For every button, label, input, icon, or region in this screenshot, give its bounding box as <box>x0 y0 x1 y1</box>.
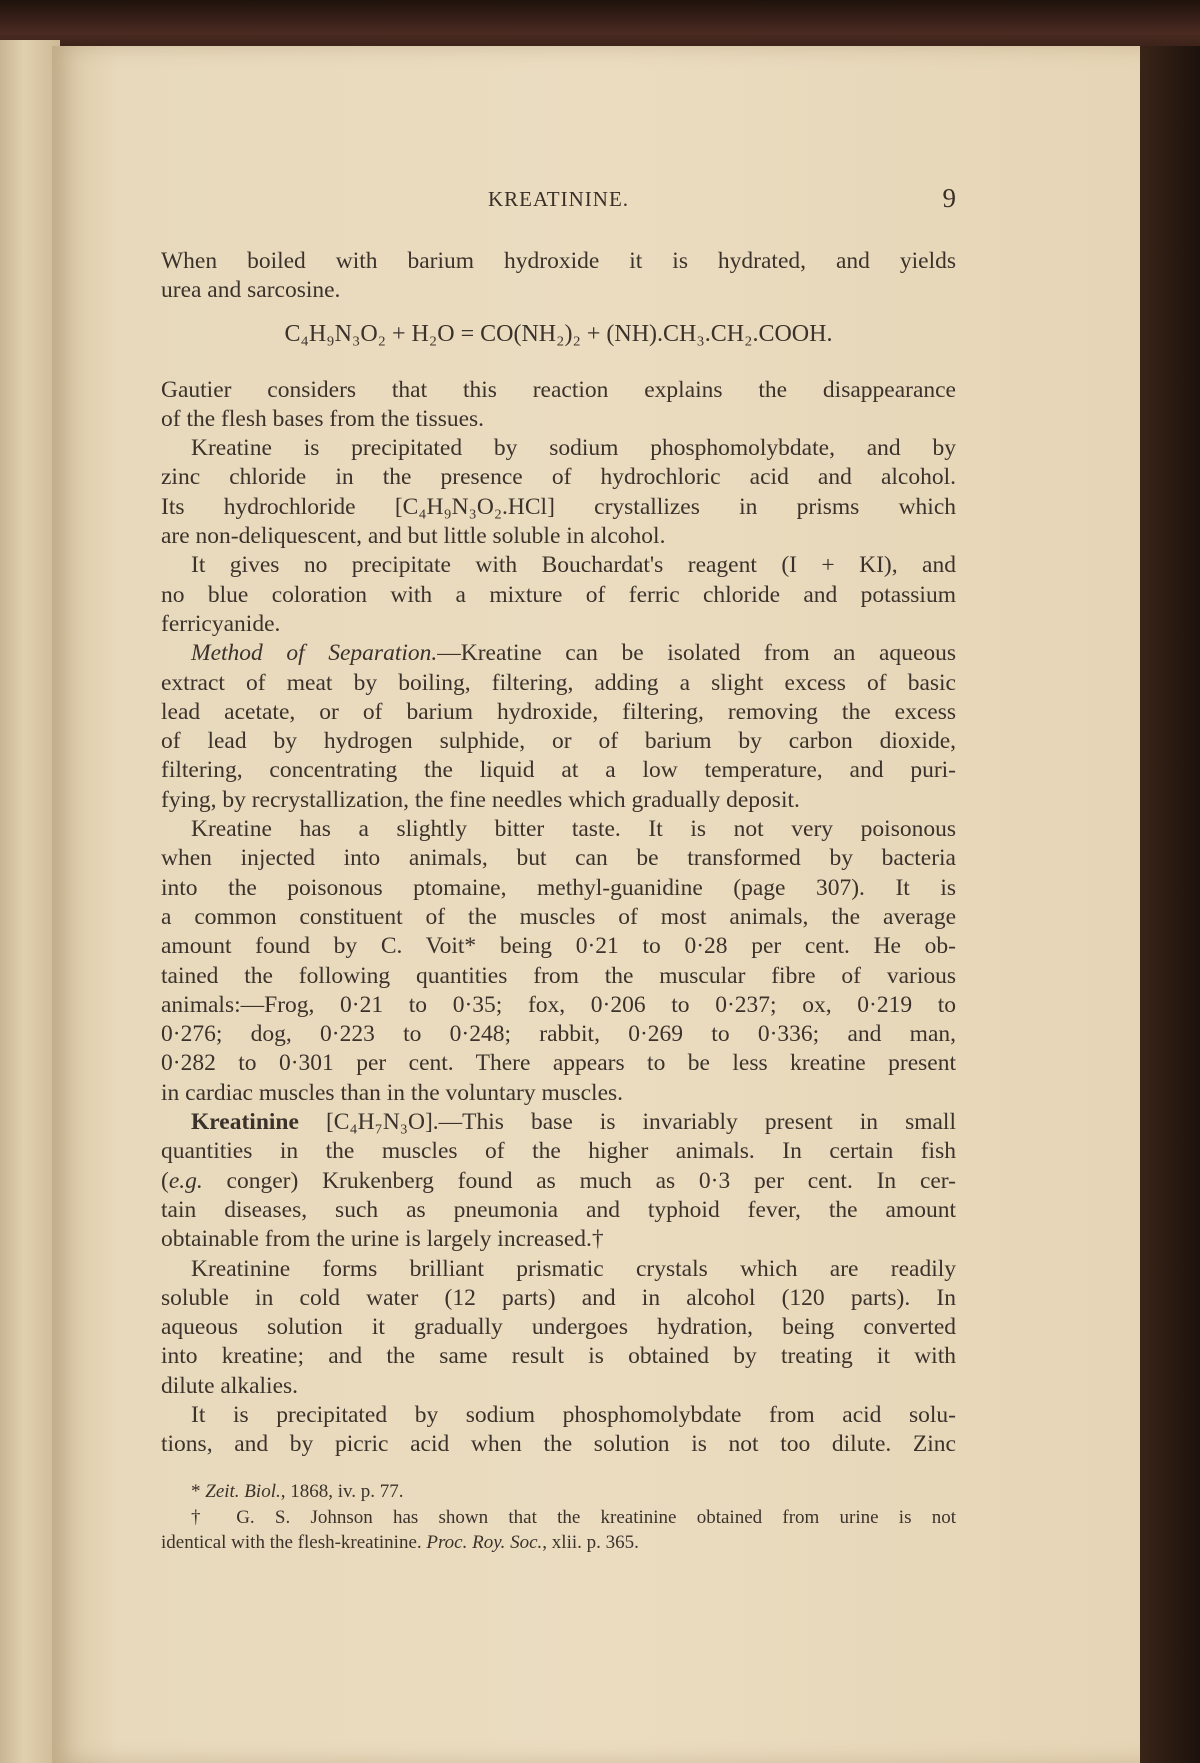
paragraph <box>161 434 956 551</box>
text-line: no blue coloration with a mixture of ferric chloride and potassium <box>161 581 956 608</box>
text-line: zinc chloride in the presence of hydrochloric acid and alcohol. <box>161 464 956 491</box>
text-line <box>161 1530 956 1556</box>
paragraph <box>161 247 956 306</box>
text-line: obtainable from the urine is largely increased.† <box>161 1226 604 1253</box>
paragraph <box>161 815 956 1108</box>
text-line: a common constituent of the muscles of most animals, the average <box>161 903 956 930</box>
paragraph <box>161 376 956 435</box>
text-line: aqueous solution it gradually undergoes hydration, being converted <box>161 1314 956 1341</box>
text-line: † G. S. Johnson has shown that the kreatinine obtained from urine is not <box>191 1506 956 1528</box>
text-span: [C₄H₇N₃O].—This base is invariably present in small <box>298 1109 956 1136</box>
text-line: soluble in cold water (12 parts) and in alcohol (120 parts). In <box>161 1284 956 1311</box>
text-span: , 1868, iv. p. 77. <box>280 1481 404 1502</box>
italic-text: Method of Separation. <box>191 640 438 667</box>
text-line <box>161 1479 956 1505</box>
text-line: in cardiac muscles than in the voluntary muscles. <box>161 1079 624 1106</box>
paragraph <box>161 551 956 639</box>
paragraph <box>161 1255 956 1401</box>
book-cover-top <box>0 0 1200 48</box>
text-line: ferricyanide. <box>161 610 281 637</box>
footnote <box>161 1505 956 1556</box>
book-cover-edge <box>1140 46 1200 1763</box>
body-text <box>161 247 956 1460</box>
text-line <box>161 639 956 668</box>
text-line <box>161 1108 956 1137</box>
text-line <box>161 1167 956 1196</box>
text-span: ( <box>161 1167 169 1194</box>
text-span: identical with the flesh-kreatinine. <box>161 1532 427 1553</box>
text-line: of lead by hydrogen sulphide, or of barium by carbon dioxide, <box>161 728 956 755</box>
text-span: —Kreatine can be isolated from an aqueous <box>437 640 956 667</box>
text-line: into the poisonous ptomaine, methyl-guanidine (page 307). It is <box>161 874 956 901</box>
text-line: tain diseases, such as pneumonia and typhoid fever, the amount <box>161 1196 956 1223</box>
text-line: Kreatinine forms brilliant prismatic crystals which are readily <box>191 1255 956 1282</box>
italic-text: e.g. <box>168 1167 203 1194</box>
text-line: 0·276; dog, 0·223 to 0·248; rabbit, 0·269 to 0·336; and man, <box>161 1021 956 1048</box>
text-span: conger) Krukenberg found as much as 0·3 per cent. In cer- <box>202 1167 956 1194</box>
book-binding <box>0 40 60 1763</box>
running-head <box>161 183 956 217</box>
text-line: animals:—Frog, 0·21 to 0·35; fox, 0·206 to 0·237; ox, 0·219 to <box>161 991 956 1018</box>
text-line: lead acetate, or of barium hydroxide, filtering, removing the excess <box>161 698 956 725</box>
paragraph <box>161 1108 956 1254</box>
text-span: , xlii. p. 365. <box>542 1532 639 1553</box>
text-line: of the flesh bases from the tissues. <box>161 405 485 432</box>
text-line: It gives no precipitate with Bouchardat's reagent (I + KI), and <box>191 552 956 579</box>
text-line: Its hydrochloride [C₄H₉N₃O₂.HCl] crystallizes in prisms which <box>161 493 956 520</box>
text-line: into kreatine; and the same result is obtained by treating it with <box>161 1343 956 1370</box>
text-line: amount found by C. Voit* being 0·21 to 0·28 per cent. He ob- <box>161 933 956 960</box>
bold-heading: Kreatinine <box>191 1109 299 1136</box>
text-line: It is precipitated by sodium phosphomolybdate from acid solu- <box>191 1401 956 1428</box>
text-line: Kreatine is precipitated by sodium phosphomolybdate, and by <box>191 435 956 462</box>
footnote <box>161 1479 956 1505</box>
text-line: dilute alkalies. <box>161 1372 299 1399</box>
italic-text: Zeit. Biol. <box>205 1481 281 1502</box>
text-line: Kreatine has a slightly bitter taste. It is not very poisonous <box>191 816 956 843</box>
chemical-equation: C₄H₉N₃O₂ + H₂O = CO(NH₂)₂ + (NH).CH₃.CH₂.COOH. <box>284 320 833 347</box>
footnotes <box>161 1479 956 1556</box>
text-line: are non-deliquescent, and but little soluble in alcohol. <box>161 523 666 550</box>
running-head-title: KREATININE. <box>487 187 630 211</box>
text-line: quantities in the muscles of the higher animals. In certain fish <box>161 1138 956 1165</box>
text-line: extract of meat by boiling, filtering, adding a slight excess of basic <box>161 669 956 696</box>
paragraph <box>161 1401 956 1460</box>
text-line: filtering, concentrating the liquid at a low temperature, and puri- <box>161 757 956 784</box>
italic-text: Proc. Roy. Soc. <box>426 1532 543 1553</box>
text-line: When boiled with barium hydroxide it is hydrated, and yields <box>161 248 956 274</box>
text-span: * <box>191 1481 206 1502</box>
text-line: tions, and by picric acid when the solution is not too dilute. Zinc <box>161 1431 956 1458</box>
page-number: 9 <box>942 183 956 213</box>
text-line: when injected into animals, but can be transformed by bacteria <box>161 845 956 872</box>
text-line: tained the following quantities from the muscular fibre of various <box>161 962 956 989</box>
paragraph <box>161 639 956 815</box>
text-line: fying, by recrystallization, the fine needles which gradually deposit. <box>161 786 800 813</box>
text-line: urea and sarcosine. <box>161 277 341 304</box>
text-line: 0·282 to 0·301 per cent. There appears to be less kreatine present <box>161 1050 956 1077</box>
text-line: Gautier considers that this reaction explains the disappearance <box>161 376 956 403</box>
